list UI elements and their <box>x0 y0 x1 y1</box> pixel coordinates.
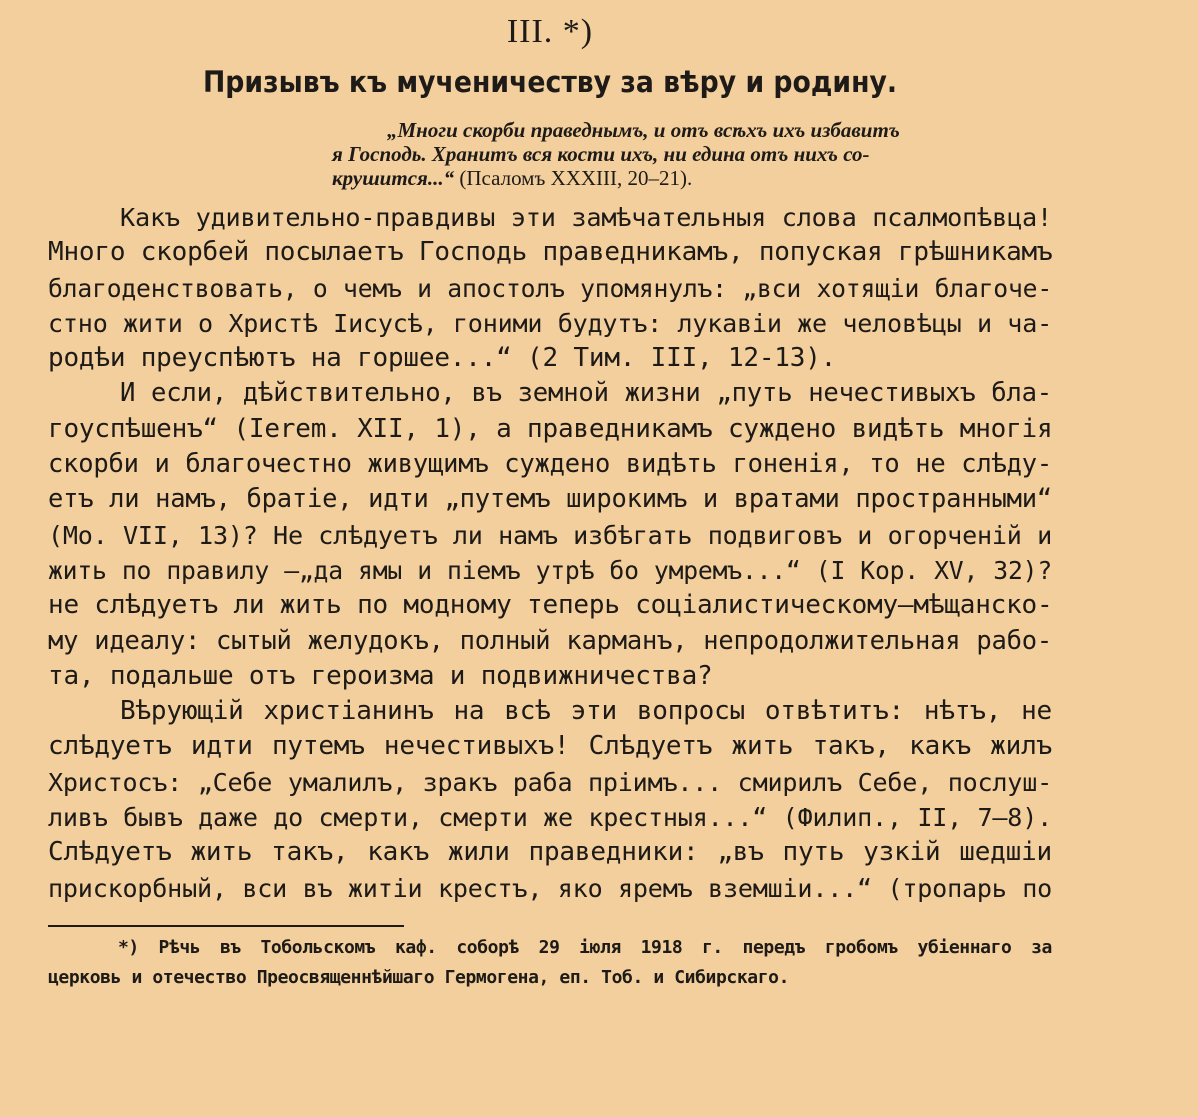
body-line: Много скорбей посылаетъ Господь праведникамъ, попуская грѣшникамъ <box>48 237 1052 268</box>
body-line: родѣи преуспѣютъ на горшее...“ (2 Тим. III, 12-13). <box>48 343 837 374</box>
epigraph-line-3 <box>332 166 1060 190</box>
section-title: Призывъ къ мученичеству за вѣру и родину. <box>202 65 898 99</box>
chapter-number: III. *) <box>506 13 594 50</box>
body-line: гоуспѣшенъ“ (Ierem. XII, 1), а праведникамъ суждено видѣть многія <box>48 413 1052 444</box>
body-line: Слѣдуетъ жить такъ, какъ жили праведники: „въ путь узкій шедшіи <box>48 837 1052 868</box>
epigraph-text: я Господь. Хранитъ вся кости ихъ, ни едина отъ нихъ со- <box>332 142 870 166</box>
body-line: скорби и благочестно живущимъ суждено видѣть гоненія, то не слѣду- <box>48 449 1052 480</box>
body-line: етъ ли намъ, братіе, идти „путемъ широкимъ и вратами пространными“ <box>48 484 1052 515</box>
body-line: слѣдуетъ идти путемъ нечестивыхъ! Слѣдуетъ жить такъ, какъ жилъ <box>48 731 1052 762</box>
epigraph-citation: (Псаломъ XXXIII, 20–21). <box>459 166 693 190</box>
body-line: прискорбный, вси въ житіи крестъ, яко яремъ вземшіи...“ (тропарь по <box>48 873 1052 903</box>
footnote-line: *) Рѣчь въ Тобольскомъ каф. соборѣ 29 іюля 1918 г. передъ гробомъ убіеннаго за <box>118 937 1052 958</box>
body-line: жить по правилу —„да ямы и піемъ утрѣ бо умремъ...“ (I Кор. XV, 32)? <box>48 555 1052 585</box>
body-line: (Мо. VII, 13)? Не слѣдуетъ ли намъ избѣгать подвиговъ и огорченій и <box>48 520 1052 550</box>
body-line: благоденствовать, о чемъ и апостолъ упомянулъ: „вси хотящіи благоче- <box>48 273 1052 303</box>
epigraph-text: „Многи скорби праведнымъ, и отъ всѣхъ ихъ избавитъ <box>387 118 900 142</box>
body-line: та, подальше отъ героизма и подвижничества? <box>48 660 713 691</box>
body-line: И если, дѣйствительно, въ земной жизни „путь нечестивыхъ бла- <box>120 378 1052 409</box>
footnote-divider <box>48 925 404 927</box>
epigraph-line-2 <box>332 142 1060 166</box>
footnote <box>48 933 1052 993</box>
body-text <box>48 200 1052 906</box>
body-line: ливъ бывъ даже до смерти, смерти же крестныя...“ (Филип., II, 7—8). <box>48 803 1052 833</box>
body-line: стно жити о Христѣ Іисусѣ, гоними будутъ: лукавіи же человѣцы и ча- <box>48 308 1052 338</box>
body-line: му идеалу: сытый желудокъ, полный карманъ, непродолжительная рабо- <box>48 625 1052 656</box>
footnote-line: церковь и отечество Преосвященнѣйшаго Гермогена, еп. Тоб. и Сибирскаго. <box>48 967 790 988</box>
body-line: не слѣдуетъ ли жить по модному теперь соціалистическому—мѣщанско- <box>48 590 1052 621</box>
epigraph-line-1 <box>332 118 1060 142</box>
body-line: Какъ удивительно-правдивы эти замѣчательныя слова псалмопѣвца! <box>120 203 1052 232</box>
body-line: Христосъ: „Себе умалилъ, зракъ раба пріимъ... смирилъ Себе, послуш- <box>48 767 1052 797</box>
body-line: Вѣрующій христіанинъ на всѣ эти вопросы отвѣтитъ: нѣтъ, не <box>120 696 1052 727</box>
epigraph <box>332 118 1060 190</box>
epigraph-text: крушится...“ <box>332 166 455 190</box>
